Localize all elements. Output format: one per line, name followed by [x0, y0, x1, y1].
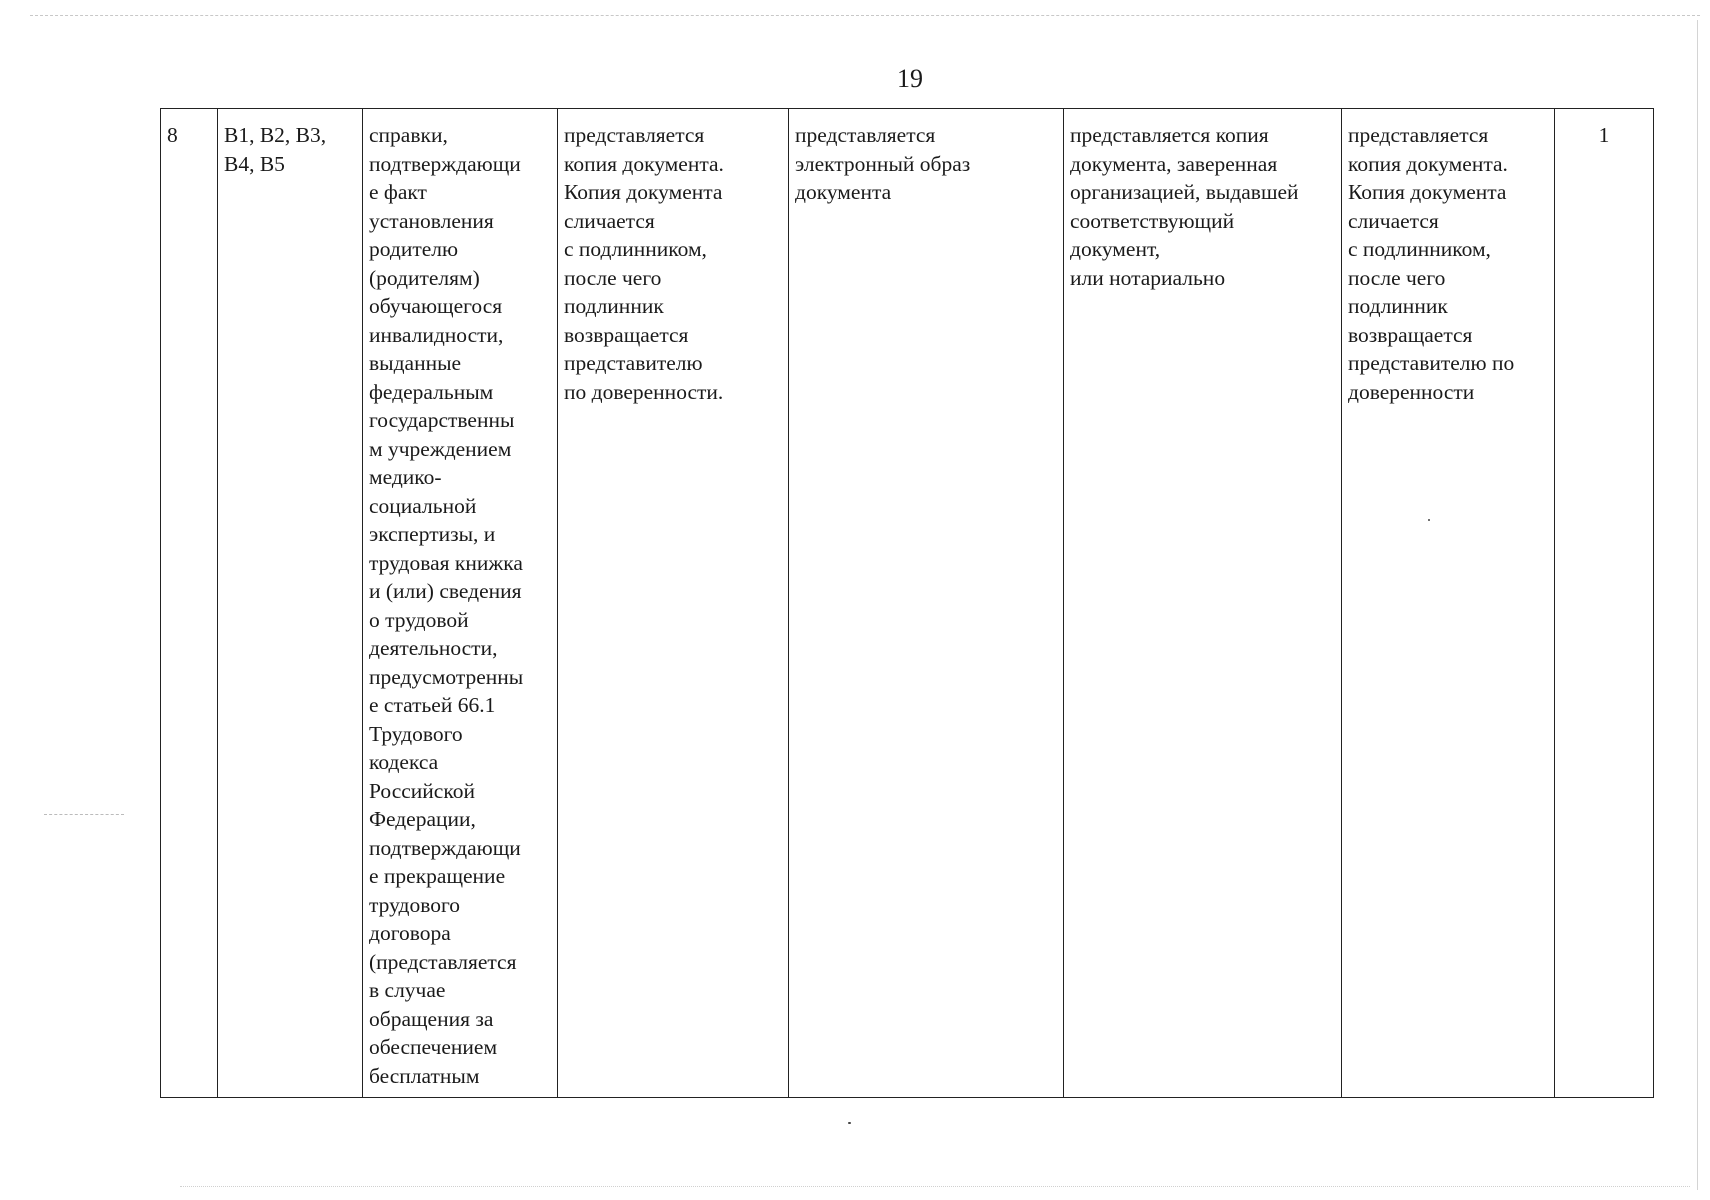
scan-artifact-top-line — [30, 15, 1700, 16]
scan-artifact-left-mark — [44, 814, 124, 815]
scan-artifact-bottom-line — [180, 1186, 1690, 1187]
categories-cell: В1, В2, В3, В4, В5 — [218, 109, 363, 1098]
table-row — [161, 109, 1654, 1098]
documents-table — [160, 108, 1654, 1098]
scan-speck — [848, 1122, 851, 1124]
mail-requirement-cell: представляется копия документа, заверенная организацией, выдавшей соответствующий документ, или нотариально — [1064, 109, 1342, 1098]
electronic-requirement-cell: представляется электронный образ документа — [789, 109, 1064, 1098]
row-number-cell: 8 — [161, 109, 218, 1098]
in-person-requirement-cell: представляется копия документа. Копия документа сличается с подлинником, после чего подлинник возвращается представителю по доверенности. — [558, 109, 789, 1098]
mfc-requirement-cell: представляется копия документа. Копия документа сличается с подлинником, после чего подлинник возвращается представителю по доверенности — [1342, 109, 1555, 1098]
copies-count-cell: 1 — [1555, 109, 1654, 1098]
page-number: 19 — [897, 64, 923, 93]
scan-artifact-right-edge — [1697, 20, 1698, 1190]
document-name-cell: справки, подтверждающи е факт установления родителю (родителям) обучающегося инвалидности, выданные федеральным государственны м учреждением медико- социальной экспертизы, и трудовая книжка и (или) сведения о трудовой деятельности, предусмотренны е статьей 66.1 Трудового кодекса Российской Федерации, подтверждающи е прекращение трудового договора (представляется в случае обращения за обеспечением бесплатным — [363, 109, 558, 1098]
